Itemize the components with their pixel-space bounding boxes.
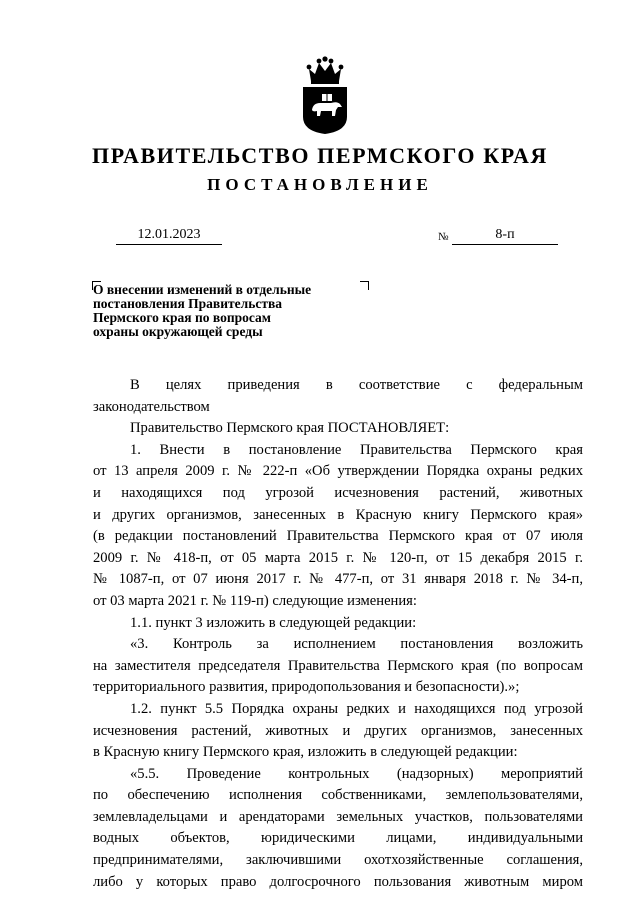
body-line: 1.2. пункт 5.5 Порядка охраны редких и находящихся под угрозой — [130, 700, 583, 717]
decree-number: 8-п — [452, 227, 558, 245]
subject-corner-right — [360, 281, 369, 290]
body-line: на заместителя председателя Правительства Пермского края (по вопросам — [93, 657, 583, 674]
body-line: от 13 апреля 2009 г. № 222-п «Об утверждении Порядка охраны редких — [93, 463, 583, 480]
body-line: «5.5. Проведение контрольных (надзорных) мероприятий — [130, 765, 583, 782]
subject-line: О внесении изменений в отдельные — [93, 282, 312, 297]
document-type: ПОСТАНОВЛЕНИЕ — [207, 175, 433, 194]
perm-krai-coat-of-arms-icon — [299, 55, 351, 135]
subject-line: охраны окружающей среды — [93, 324, 263, 339]
body-line: 1.1. пункт 3 изложить в следующей редакции: — [130, 614, 417, 631]
body-line: Правительство Пермского края ПОСТАНОВЛЯЕТ: — [130, 420, 450, 437]
body-line: и находящихся под угрозой исчезновения растений, животных — [93, 484, 583, 501]
body-line: от 03 марта 2021 г. № 119-п) следующие изменения: — [93, 592, 417, 609]
decree-date: 12.01.2023 — [116, 227, 222, 245]
body-line: по обеспечению исполнения собственниками, землепользователями, — [93, 787, 583, 804]
body-line: «3. Контроль за исполнением постановления возложить — [130, 636, 583, 653]
body-line: землевладельцами и арендаторами земельных участков, пользователями — [93, 808, 583, 825]
government-title: ПРАВИТЕЛЬСТВО ПЕРМСКОГО КРАЯ — [92, 143, 548, 168]
decree-subject — [93, 283, 353, 339]
decree-body — [93, 375, 583, 893]
subject-line: Пермского края по вопросам — [93, 310, 271, 325]
body-line: В целях приведения в соответствие с федеральным — [130, 377, 583, 393]
body-line: законодательством — [93, 398, 210, 415]
body-line: либо у которых право долгосрочного пользования животным миром — [93, 873, 583, 890]
body-line: в Красную книгу Пермского края, изложить в следующей редакции: — [93, 744, 518, 761]
subject-line: постановления Правительства — [93, 296, 282, 311]
body-line: водных объектов, юридическими лицами, индивидуальными — [93, 830, 583, 847]
body-line: (в редакции постановлений Правительства Пермского края от 07 июля — [93, 528, 583, 545]
body-line: и других организмов, занесенных в Красную книгу Пермского края» — [93, 506, 583, 523]
body-line: 2009 г. № 418-п, от 05 марта 2015 г. № 120-п, от 15 декабря 2015 г. — [93, 549, 583, 566]
body-line: 1. Внести в постановление Правительства Пермского края — [130, 441, 583, 458]
body-line: территориального развития, природопользования и безопасности).»; — [93, 679, 520, 696]
body-line: предпринимателями, заключившими охотхозяйственные соглашения, — [93, 852, 583, 869]
number-label: № — [438, 231, 449, 243]
body-line: № 1087-п, от 07 июня 2017 г. № 477-п, от 31 января 2018 г. № 34-п, — [93, 571, 583, 588]
body-line: исчезновения растений, животных и других организмов, занесенных — [93, 722, 583, 739]
